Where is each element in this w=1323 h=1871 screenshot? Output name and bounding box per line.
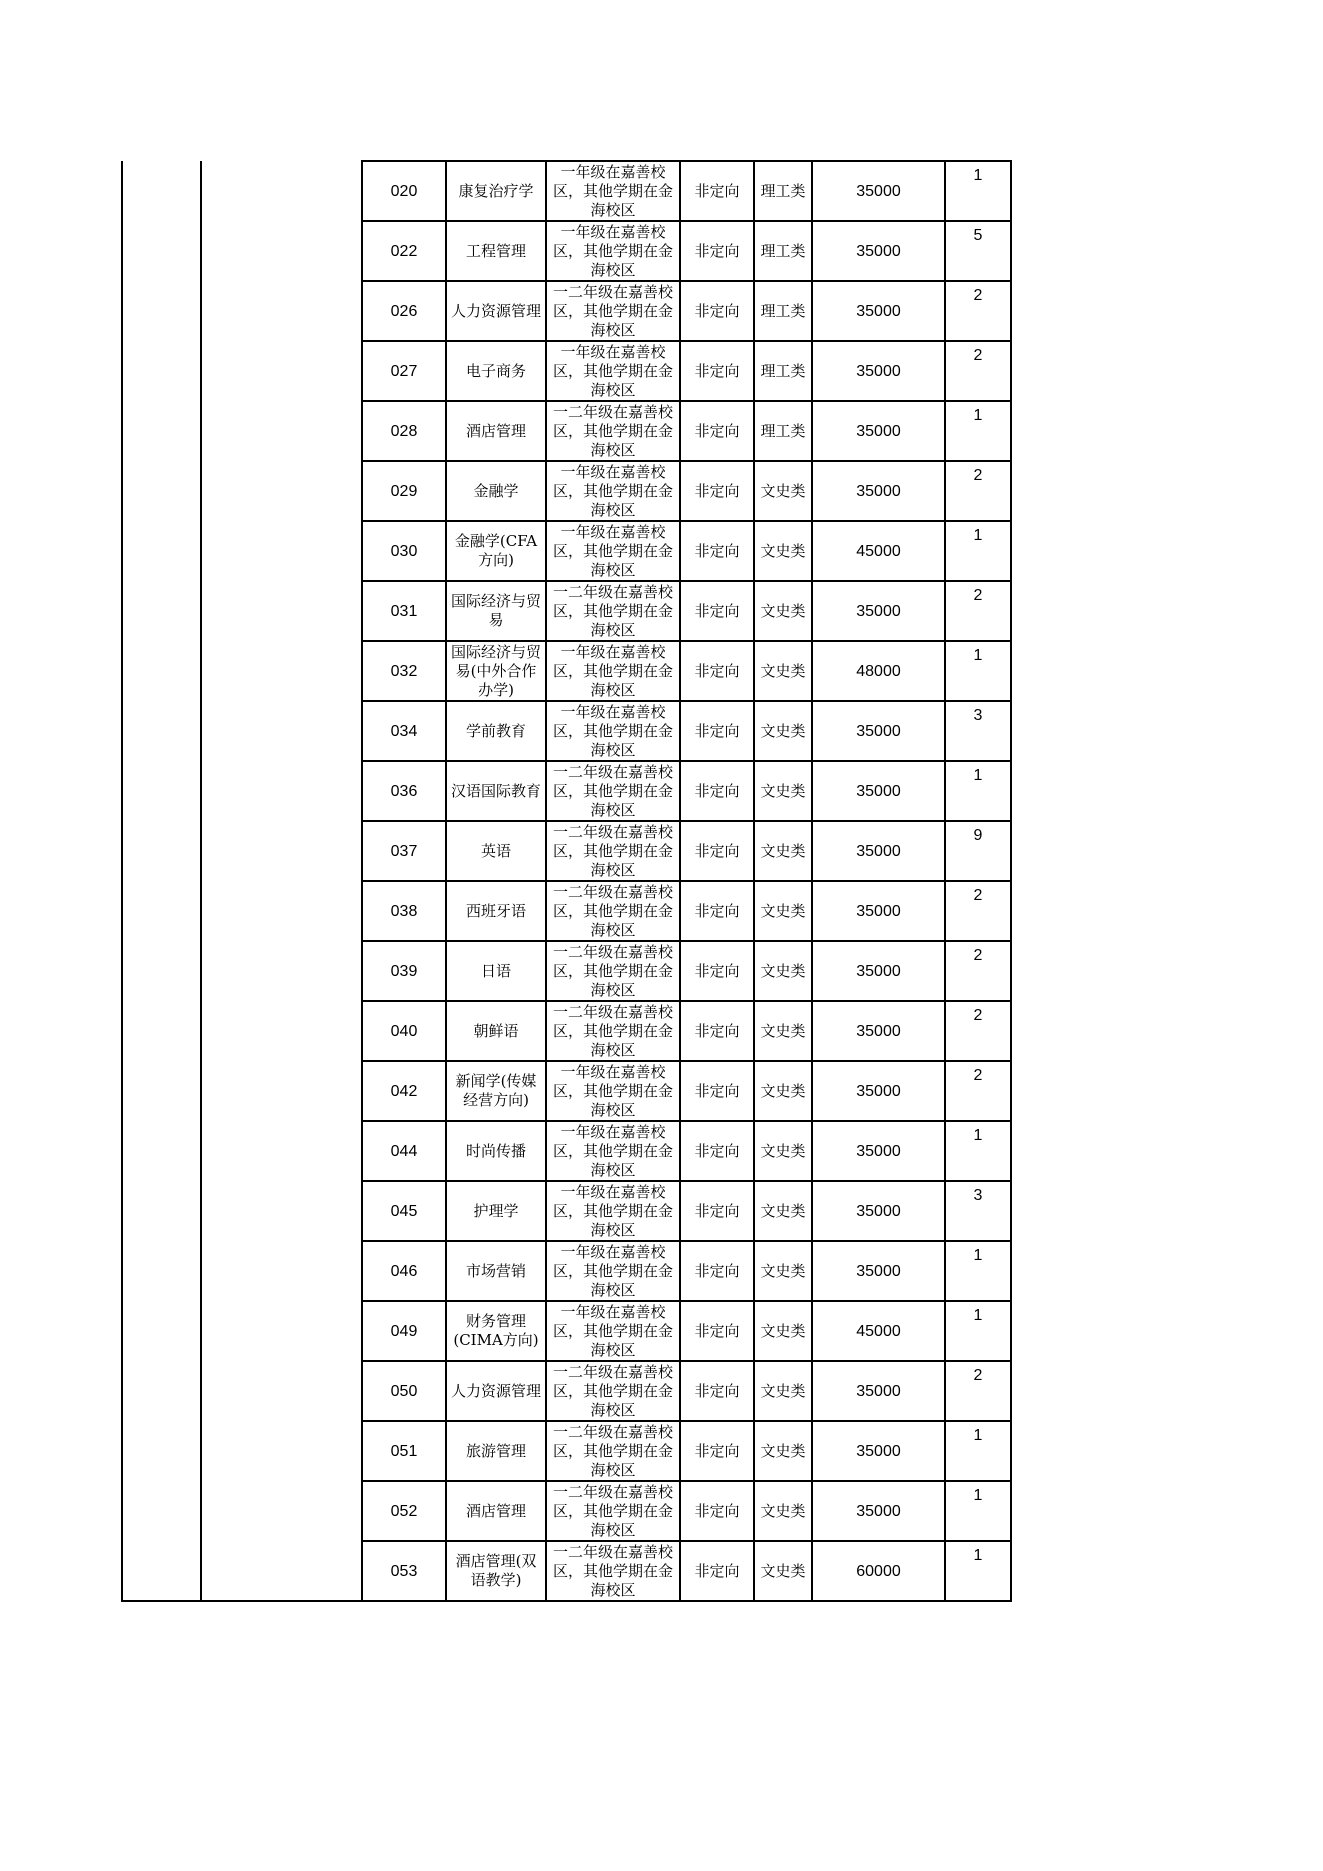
major-code-cell: 046 [362,1241,446,1301]
campus-info-cell: 一二年级在嘉善校区，其他学期在金海校区 [546,821,680,881]
tuition-fee-cell: 35000 [812,1001,945,1061]
campus-info-cell: 一年级在嘉善校区，其他学期在金海校区 [546,701,680,761]
major-name-cell: 财务管理(CIMA方向) [446,1301,546,1361]
subject-category-cell: 文史类 [754,521,812,581]
major-name-cell: 学前教育 [446,701,546,761]
enrollment-type-cell: 非定向 [680,641,754,701]
subject-category-cell: 文史类 [754,821,812,881]
campus-info-cell: 一年级在嘉善校区，其他学期在金海校区 [546,1301,680,1361]
major-code-cell: 030 [362,521,446,581]
quota-count-cell: 1 [945,1301,1011,1361]
table-body [122,161,1011,1601]
major-code-cell: 051 [362,1421,446,1481]
enrollment-type-cell: 非定向 [680,581,754,641]
tuition-fee-cell: 35000 [812,161,945,221]
major-name-cell: 国际经济与贸易 [446,581,546,641]
major-code-cell: 026 [362,281,446,341]
quota-count-cell: 2 [945,1361,1011,1421]
major-name-cell: 市场营销 [446,1241,546,1301]
subject-category-cell: 理工类 [754,281,812,341]
major-name-cell: 汉语国际教育 [446,761,546,821]
tuition-fee-cell: 35000 [812,401,945,461]
region-blank-cell [201,161,362,1601]
tuition-fee-cell: 35000 [812,701,945,761]
tuition-fee-cell: 35000 [812,821,945,881]
quota-count-cell: 1 [945,1481,1011,1541]
enrollment-type-cell: 非定向 [680,1001,754,1061]
tuition-fee-cell: 35000 [812,881,945,941]
major-name-cell: 金融学 [446,461,546,521]
major-name-cell: 护理学 [446,1181,546,1241]
table-row [122,161,1011,221]
campus-info-cell: 一年级在嘉善校区，其他学期在金海校区 [546,461,680,521]
quota-count-cell: 2 [945,941,1011,1001]
campus-info-cell: 一二年级在嘉善校区，其他学期在金海校区 [546,1541,680,1601]
subject-category-cell: 文史类 [754,461,812,521]
major-code-cell: 045 [362,1181,446,1241]
major-name-cell: 人力资源管理 [446,281,546,341]
quota-count-cell: 9 [945,821,1011,881]
enrollment-type-cell: 非定向 [680,1121,754,1181]
quota-count-cell: 1 [945,1421,1011,1481]
quota-count-cell: 1 [945,521,1011,581]
major-code-cell: 050 [362,1361,446,1421]
tuition-fee-cell: 35000 [812,1421,945,1481]
major-code-cell: 027 [362,341,446,401]
campus-info-cell: 一年级在嘉善校区，其他学期在金海校区 [546,521,680,581]
subject-category-cell: 文史类 [754,1361,812,1421]
tuition-fee-cell: 45000 [812,521,945,581]
enrollment-type-cell: 非定向 [680,401,754,461]
subject-category-cell: 文史类 [754,761,812,821]
quota-count-cell: 1 [945,1241,1011,1301]
tuition-fee-cell: 35000 [812,461,945,521]
quota-count-cell: 1 [945,1541,1011,1601]
tuition-fee-cell: 35000 [812,581,945,641]
enrollment-type-cell: 非定向 [680,1541,754,1601]
subject-category-cell: 文史类 [754,1421,812,1481]
major-name-cell: 西班牙语 [446,881,546,941]
subject-category-cell: 文史类 [754,881,812,941]
enrollment-type-cell: 非定向 [680,881,754,941]
enrollment-type-cell: 非定向 [680,1241,754,1301]
campus-info-cell: 一年级在嘉善校区，其他学期在金海校区 [546,1061,680,1121]
campus-info-cell: 一二年级在嘉善校区，其他学期在金海校区 [546,401,680,461]
major-name-cell: 时尚传播 [446,1121,546,1181]
major-name-cell: 英语 [446,821,546,881]
subject-category-cell: 文史类 [754,581,812,641]
quota-count-cell: 1 [945,161,1011,221]
major-name-cell: 日语 [446,941,546,1001]
subject-category-cell: 理工类 [754,341,812,401]
tuition-fee-cell: 60000 [812,1541,945,1601]
campus-info-cell: 一二年级在嘉善校区，其他学期在金海校区 [546,881,680,941]
major-name-cell: 新闻学(传媒经营方向) [446,1061,546,1121]
enrollment-type-cell: 非定向 [680,1301,754,1361]
campus-info-cell: 一二年级在嘉善校区，其他学期在金海校区 [546,1481,680,1541]
major-name-cell: 人力资源管理 [446,1361,546,1421]
quota-count-cell: 2 [945,281,1011,341]
major-name-cell: 旅游管理 [446,1421,546,1481]
campus-info-cell: 一二年级在嘉善校区，其他学期在金海校区 [546,1421,680,1481]
subject-category-cell: 文史类 [754,1181,812,1241]
major-name-cell: 康复治疗学 [446,161,546,221]
major-code-cell: 039 [362,941,446,1001]
campus-info-cell: 一年级在嘉善校区，其他学期在金海校区 [546,1241,680,1301]
enrollment-type-cell: 非定向 [680,1361,754,1421]
quota-count-cell: 3 [945,701,1011,761]
major-code-cell: 038 [362,881,446,941]
tuition-fee-cell: 35000 [812,341,945,401]
enrollment-type-cell: 非定向 [680,701,754,761]
tuition-fee-cell: 35000 [812,1121,945,1181]
enrollment-table [121,160,1012,1602]
enrollment-type-cell: 非定向 [680,521,754,581]
campus-info-cell: 一二年级在嘉善校区，其他学期在金海校区 [546,941,680,1001]
major-code-cell: 032 [362,641,446,701]
enrollment-type-cell: 非定向 [680,1481,754,1541]
major-code-cell: 036 [362,761,446,821]
campus-info-cell: 一二年级在嘉善校区，其他学期在金海校区 [546,281,680,341]
major-code-cell: 022 [362,221,446,281]
enrollment-type-cell: 非定向 [680,341,754,401]
enrollment-type-cell: 非定向 [680,221,754,281]
campus-info-cell: 一年级在嘉善校区，其他学期在金海校区 [546,641,680,701]
left-blank-cell [122,161,201,1601]
subject-category-cell: 文史类 [754,1301,812,1361]
subject-category-cell: 文史类 [754,941,812,1001]
quota-count-cell: 1 [945,761,1011,821]
major-name-cell: 国际经济与贸易(中外合作办学) [446,641,546,701]
tuition-fee-cell: 35000 [812,221,945,281]
subject-category-cell: 文史类 [754,1121,812,1181]
quota-count-cell: 2 [945,881,1011,941]
tuition-fee-cell: 35000 [812,1241,945,1301]
major-name-cell: 酒店管理 [446,401,546,461]
quota-count-cell: 2 [945,581,1011,641]
campus-info-cell: 一二年级在嘉善校区，其他学期在金海校区 [546,1001,680,1061]
subject-category-cell: 理工类 [754,221,812,281]
major-code-cell: 037 [362,821,446,881]
subject-category-cell: 文史类 [754,641,812,701]
enrollment-type-cell: 非定向 [680,1421,754,1481]
major-code-cell: 034 [362,701,446,761]
quota-count-cell: 2 [945,341,1011,401]
tuition-fee-cell: 45000 [812,1301,945,1361]
subject-category-cell: 理工类 [754,161,812,221]
major-code-cell: 053 [362,1541,446,1601]
quota-count-cell: 1 [945,401,1011,461]
enrollment-type-cell: 非定向 [680,461,754,521]
quota-count-cell: 5 [945,221,1011,281]
subject-category-cell: 文史类 [754,1541,812,1601]
quota-count-cell: 1 [945,1121,1011,1181]
major-code-cell: 031 [362,581,446,641]
tuition-fee-cell: 35000 [812,281,945,341]
subject-category-cell: 文史类 [754,1241,812,1301]
campus-info-cell: 一年级在嘉善校区，其他学期在金海校区 [546,161,680,221]
enrollment-type-cell: 非定向 [680,941,754,1001]
major-code-cell: 020 [362,161,446,221]
major-name-cell: 电子商务 [446,341,546,401]
campus-info-cell: 一年级在嘉善校区，其他学期在金海校区 [546,1181,680,1241]
subject-category-cell: 文史类 [754,701,812,761]
campus-info-cell: 一二年级在嘉善校区，其他学期在金海校区 [546,1361,680,1421]
major-code-cell: 052 [362,1481,446,1541]
major-name-cell: 酒店管理 [446,1481,546,1541]
major-code-cell: 049 [362,1301,446,1361]
tuition-fee-cell: 35000 [812,1361,945,1421]
major-code-cell: 028 [362,401,446,461]
tuition-fee-cell: 35000 [812,1061,945,1121]
major-name-cell: 工程管理 [446,221,546,281]
quota-count-cell: 2 [945,1061,1011,1121]
tuition-fee-cell: 35000 [812,1481,945,1541]
quota-count-cell: 3 [945,1181,1011,1241]
major-code-cell: 042 [362,1061,446,1121]
quota-count-cell: 2 [945,1001,1011,1061]
major-code-cell: 040 [362,1001,446,1061]
enrollment-type-cell: 非定向 [680,161,754,221]
quota-count-cell: 2 [945,461,1011,521]
quota-count-cell: 1 [945,641,1011,701]
enrollment-type-cell: 非定向 [680,281,754,341]
tuition-fee-cell: 35000 [812,1181,945,1241]
campus-info-cell: 一年级在嘉善校区，其他学期在金海校区 [546,221,680,281]
tuition-fee-cell: 35000 [812,761,945,821]
enrollment-type-cell: 非定向 [680,821,754,881]
major-name-cell: 酒店管理(双语教学) [446,1541,546,1601]
tuition-fee-cell: 35000 [812,941,945,1001]
major-code-cell: 044 [362,1121,446,1181]
campus-info-cell: 一二年级在嘉善校区，其他学期在金海校区 [546,581,680,641]
subject-category-cell: 文史类 [754,1061,812,1121]
enrollment-type-cell: 非定向 [680,761,754,821]
major-code-cell: 029 [362,461,446,521]
campus-info-cell: 一年级在嘉善校区，其他学期在金海校区 [546,341,680,401]
campus-info-cell: 一年级在嘉善校区，其他学期在金海校区 [546,1121,680,1181]
campus-info-cell: 一二年级在嘉善校区，其他学期在金海校区 [546,761,680,821]
enrollment-type-cell: 非定向 [680,1181,754,1241]
subject-category-cell: 文史类 [754,1481,812,1541]
tuition-fee-cell: 48000 [812,641,945,701]
major-name-cell: 金融学(CFA方向) [446,521,546,581]
subject-category-cell: 文史类 [754,1001,812,1061]
enrollment-type-cell: 非定向 [680,1061,754,1121]
major-name-cell: 朝鲜语 [446,1001,546,1061]
subject-category-cell: 理工类 [754,401,812,461]
